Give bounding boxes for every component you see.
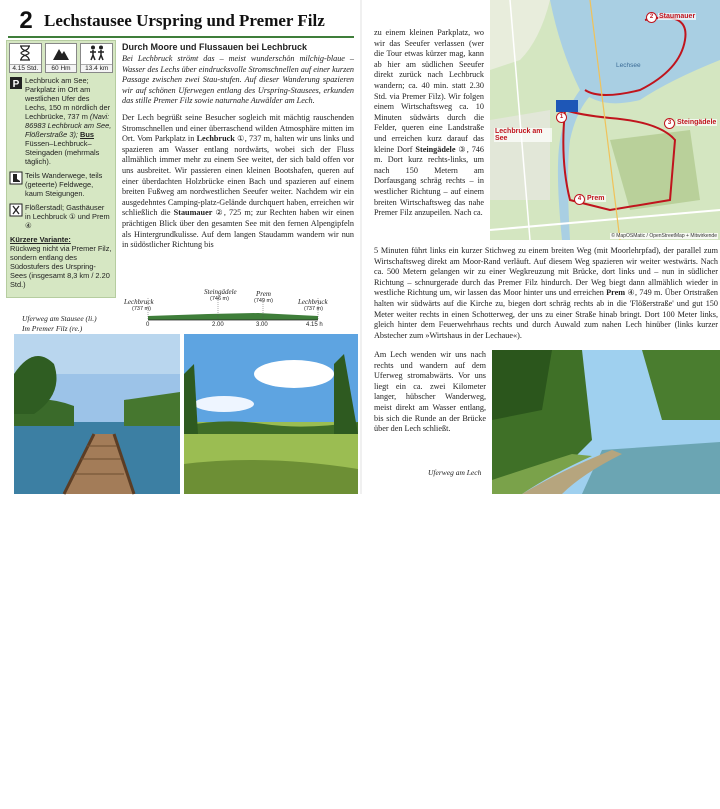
profile-point-alt: (749 m) (254, 298, 273, 304)
time-value: 4.15 Std. (10, 64, 41, 72)
map-label-staumauer: Staumauer (659, 13, 696, 20)
path-text: Teils Wanderwege, teils (geteerte) Feldwege, kaum Steigungen. (25, 171, 103, 198)
right-wide-text: 5 Minuten führt links ein kurzer Stichweg zu einem breiten Weg (mit Moorlehrpfad), der parallel zum Wirtschaftsweg direkt am Moor-Rand verläuft. Auf diesem Weg spazieren wir weiter westwärts. Nach ca. 500 Metern gelangen wir zu einer Wegkreuzung mit Brücke, dort links und – nun in südlicher Richtung – schnurgerade durch das Premer Filz hindurch. Der Weg biegt dann allmählich wieder in westliche Richtung um, wir lassen das Moor hinter uns und erreichen Prem ④, 749 m. Über Ortstraßen halten wir südwärts auf die Kirche zu, biegen dort schräg rechts ab in die 'Flößerstraße' und gut 150 Meter weiter rechts in einen Schotterweg, der uns zu einer Straße hinab bringt. Dort 100 Meter links, gleich hinter dem Feuerwehrhaus rechts und durch Auwald zum nahen Lech hinüber (links kurzer Abstecher zum »Wirtshaus in der Lechaue«). (374, 246, 718, 340)
right-page (362, 0, 720, 494)
map-marker-2: 2 (646, 12, 657, 23)
hikers-icon (87, 45, 107, 61)
page-number: 22 (36, 799, 47, 809)
caption-lech-photo: Uferweg am Lech (428, 468, 482, 477)
photo-captions (22, 314, 97, 334)
path-section (7, 168, 115, 200)
boardwalk-photo (14, 334, 180, 809)
boardwalk-image (14, 334, 180, 494)
lech-image (492, 350, 720, 494)
stats-row (7, 41, 115, 73)
profile-point-name: Steingädele (204, 288, 237, 296)
profile-point-name: Lechbruck (298, 298, 328, 306)
time-tick: 3.00 (256, 322, 268, 328)
intro-column (122, 42, 354, 251)
profile-point-name: Prem (256, 290, 271, 298)
time-tick: 2.00 (212, 322, 224, 328)
map-marker-4: 4 (574, 194, 585, 205)
right-narrow-column: zu einem kleinen Parkplatz, wo wir das Seeufer verlassen (wer die Tour etwas kürzer mag, kann ab hier am südlichen Seeufer direkt zurück nach Lechbruck wandern; ca. 40 min. statt 2.30 Std. via Premer Filz). Wir folgen einem Wirtschaftsweg ca. 10 Minuten südwärts durch die Felder, queren eine Landstraße und erreichen kurz darauf das kleine Dorf Steingädele ③, 746 m. Dort kurz rechts-links, um nach 150 Metern am Dorfausgang schräg rechts – in westlicher Richtung – auf einem breiten Wirtschaftsweg das nahe Premer Filz anzupeilen. Nach ca. (374, 28, 484, 218)
profile-point-name: Lechbruck (124, 298, 154, 306)
body-paragraph: Der Lech begrüßt seine Besucher sogleich mit mächtig rauschenden Stromschnellen und einer überraschend wilden Atmosphäre mitten im Ort. Vom Parkplatz in Lechbruck ①, 737 m, halten wir uns links und spazieren am Wasser entlang nordwärts, wobei sich der Fluss allmählich immer mehr zu einem See weitet, der sich bald offen vor uns ausbreitet. Wir passieren einen kleinen Bootshafen, queren auf einer überdachten Holzbrücke einen Bach und spazieren auf einem breiten Fußweg am nordwestlichen Seeufer weiter. Nachdem wir ein ausgedehntes Camping-platz-Gelände durchquert haben, erreichen wir schließlich die Staumauer ②, 725 m; zur Rechten haben wir einen prächtigen Blick über den gesamten See mit den fernen Alpengipfeln als Hintergrundkulisse. Auf dem langen Staudamm wandern wir nun in südöstlicher Richtung bis (122, 112, 354, 250)
map-marker-3: 3 (664, 118, 675, 129)
length-value: 13.4 km (81, 64, 112, 72)
tour-title: Lechstausee Urspring und Premer Filz (44, 11, 325, 30)
caption-right-photo: Im Premer Filz (re.) (22, 324, 83, 333)
intro-paragraph: Bei Lechbruck strömt das – meist wunderschön milchig-blaue – Wasser des Lechs über eindrucksvolle Stromschnellen auf einer kurzen Passage zwischen zwei Stau-stufen. Auf dieser Wanderung spazieren wir auf schönen Uferwegen entlang des Urspring-Stausees, erkunden das stille Premer Filz sowie naturnahe Auwälder am Lech. (122, 54, 354, 106)
boot-icon (10, 172, 22, 184)
tour-header (8, 6, 354, 38)
route-map (490, 0, 720, 240)
hourglass-icon (18, 45, 32, 61)
map-marker-1: 1 (556, 112, 567, 123)
caption-left-photo: Uferweg am Stausee (li.) (22, 314, 97, 323)
time-tick: 4.15 h (306, 322, 323, 328)
map-label-steingaedele: Steingädele (677, 119, 717, 126)
variant-text: Rückweg nicht via Premer Filz, sondern entlang des Südostufers des Urspring-Sees (insgesamt 8,3 km / 2.20 Std.) (10, 244, 112, 289)
tour-number: 2 (12, 7, 40, 35)
moor-image (184, 334, 358, 494)
map-label-prem: Prem (587, 195, 605, 202)
food-section (7, 200, 115, 232)
map-label-lechbruck: Lechbruck am See (494, 128, 552, 142)
moor-photo (184, 334, 358, 494)
map-label-lechsee: Lechsee (616, 62, 641, 69)
time-stat (9, 43, 42, 73)
parking-section (7, 73, 115, 168)
right-lower-column: Am Lech wenden wir uns nach rechts und wandern auf dem Uferweg stromabwärts. Vor uns liegt ein ca. zwei Kilometer langer, hübscher Wanderweg, meist direkt am Wasser entlang, bis sich die Runde an der Brücke über den Lech schließt. (374, 350, 486, 434)
info-sidebar (6, 40, 116, 298)
time-tick: 0 (146, 322, 150, 328)
map-copyright: © MapOSMatic / OpenStreetMap + Mitwirkende (611, 233, 717, 239)
variant-title: Kürzere Variante: (10, 235, 71, 244)
section-heading: Durch Moore und Flussauen bei Lechbruck (122, 42, 308, 52)
ascent-stat (45, 43, 78, 73)
parking-text: Lechbruck am See; Parkplatz im Ort am westlichen Ufer des Lechs, 150 m nördlich der Lechbrücke, 737 m (Navi: 86983 Lechbruck am See, Flößerstraße 3); Bus Füssen–Lechbruck–Steingaden (mehrmals täglich). (25, 76, 112, 166)
profile-point-alt: (737 m) (304, 306, 323, 312)
length-stat (80, 43, 113, 73)
ascent-value: 60 Hm (46, 64, 77, 72)
variant-section (7, 232, 115, 291)
svg-text:P: P (12, 79, 20, 90)
lech-photo (492, 350, 720, 494)
elevation-profile (118, 286, 358, 332)
cutlery-icon (10, 204, 22, 216)
profile-point-alt: (746 m) (210, 296, 229, 302)
mountain-icon (52, 45, 70, 61)
food-text: Flößerstadl; Gasthäuser in Lechbruck ① und Prem ④ (25, 203, 110, 230)
profile-point-alt: (737 m) (132, 306, 151, 312)
parking-icon (10, 77, 22, 89)
